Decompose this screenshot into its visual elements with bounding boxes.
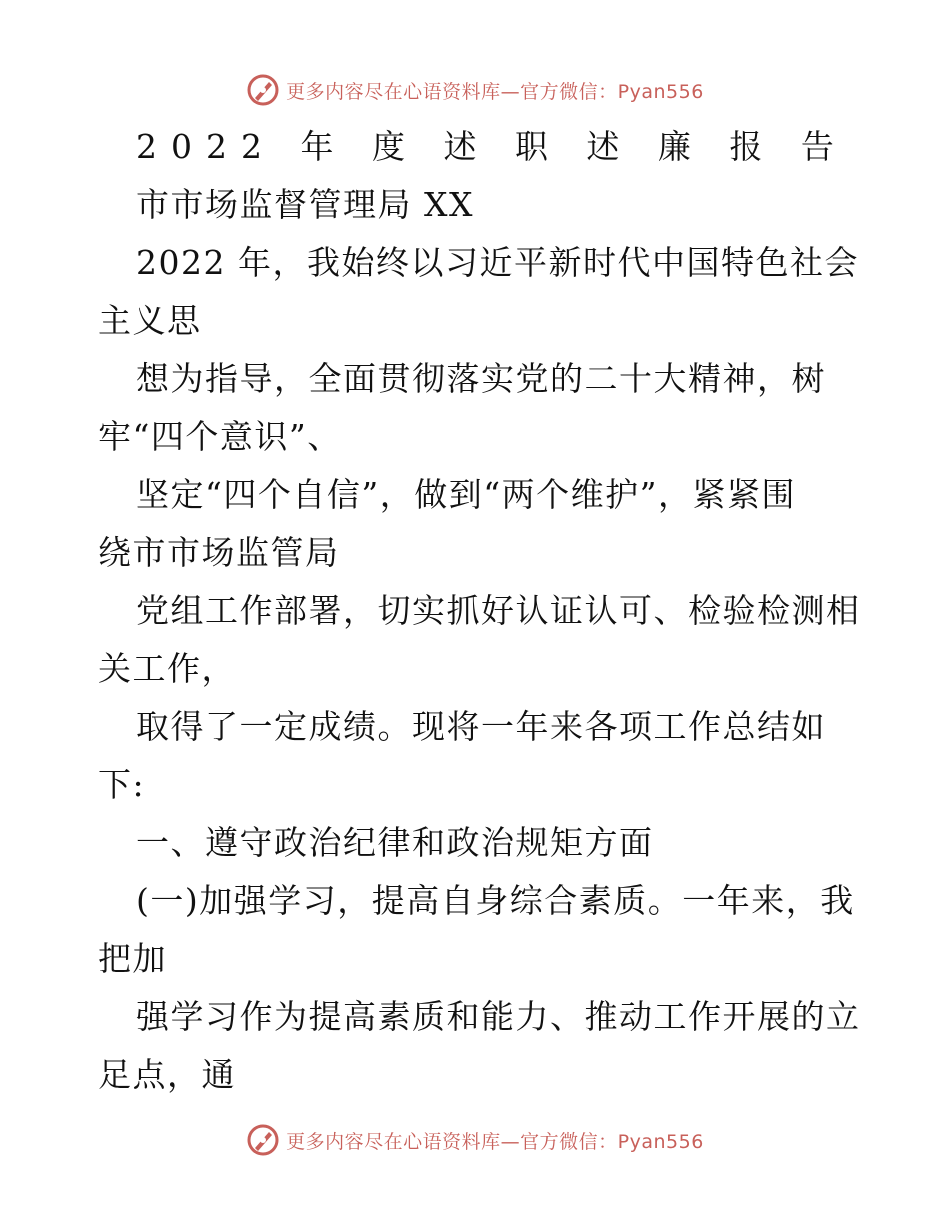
document-line: 市市场监督管理局 XX — [136, 185, 474, 224]
document-line: 牢“四个意识”、 — [98, 417, 342, 456]
document-line: 绕市市场监管局 — [98, 533, 340, 572]
document-line: 强学习作为提高素质和能力、推动工作开展的立 — [136, 997, 861, 1036]
document-line: 坚定“四个自信”，做到“两个维护”，紧紧围 — [136, 475, 796, 514]
watermark-banner-top — [0, 70, 950, 110]
watermark-text-top: 更多内容尽在心语资料库—官方微信：Pyan556 — [286, 80, 704, 103]
section-heading: 一、遵守政治纪律和政治规矩方面 — [136, 823, 654, 862]
document-line: 取得了一定成绩。现将一年来各项工作总结如 — [136, 707, 826, 746]
document-line: (一)加强学习，提高自身综合素质。一年来，我 — [136, 881, 855, 920]
document-body — [98, 118, 861, 1104]
document-line: 把加 — [98, 939, 167, 978]
red-pen-circle-logo-icon — [246, 73, 280, 107]
document-line: 党组工作部署，切实抓好认证认可、检验检测相 — [136, 591, 861, 630]
document-title: 2022 年 度 述 职 述 廉 报 告 — [136, 127, 848, 166]
watermark-banner-bottom — [0, 1120, 950, 1160]
document-line: 想为指导，全面贯彻落实党的二十大精神，树 — [136, 359, 826, 398]
document-line: 主义思 — [98, 301, 202, 340]
red-pen-circle-logo-icon — [246, 1123, 280, 1157]
document-line: 下: — [98, 765, 146, 804]
document-line: 足点，通 — [98, 1055, 236, 1094]
watermark-text-bottom: 更多内容尽在心语资料库—官方微信：Pyan556 — [286, 1130, 704, 1153]
document-line: 2022 年，我始终以习近平新时代中国特色社会 — [136, 243, 859, 282]
document-line: 关工作， — [98, 649, 236, 688]
